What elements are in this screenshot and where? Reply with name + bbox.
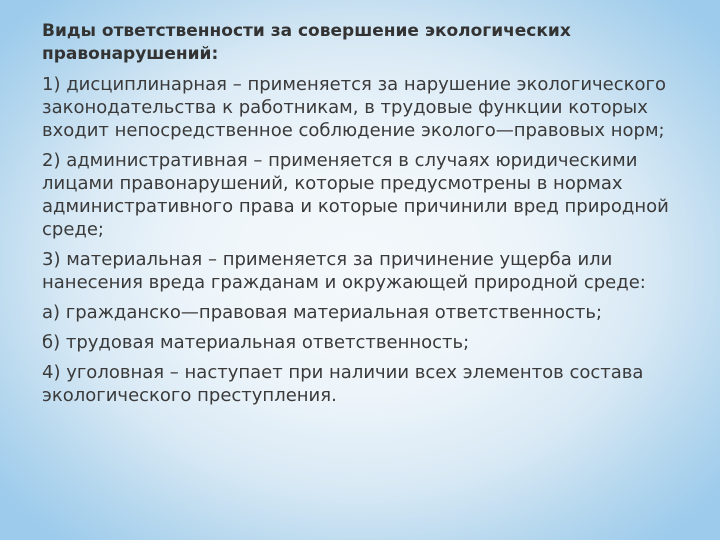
paragraph-disciplinary: 1) дисциплинарная – применяется за нарушение экологического законодательства к работникам, в трудовые функции которых входит непосредственное соблюдение эколого—правовых норм;: [42, 74, 667, 141]
slide-content: [42, 20, 710, 414]
paragraph-civil-material: а) гражданско—правовая материальная ответственность;: [42, 302, 603, 323]
paragraph-administrative: 2) административная – применяется в случаях юридическими лицами правонарушений, которые предусмотрены в нормах административного права и которые причинили вред природной среде;: [42, 150, 669, 240]
paragraph-material: 3) материальная – применяется за причинение ущерба или нанесения вреда гражданам и окружающей природной среде:: [42, 249, 646, 293]
paragraph-labor-material: б) трудовая материальная ответственность;: [42, 332, 470, 353]
slide-heading: Виды ответственности за совершение экологических правонарушений:: [42, 21, 571, 64]
paragraph-criminal: 4) уголовная – наступает при наличии всех элементов состава экологического преступления.: [42, 362, 644, 406]
